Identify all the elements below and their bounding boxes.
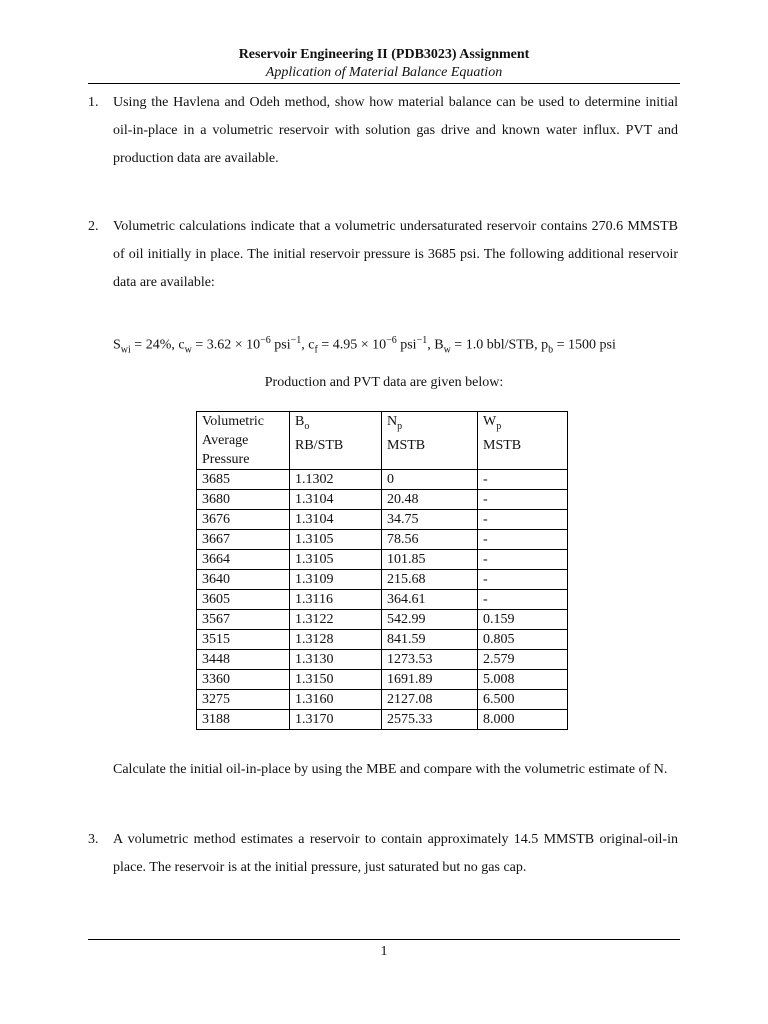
table-row [197,610,568,630]
table-row [197,510,568,530]
cell-bo: 1.3104 [290,510,382,530]
cell-bo: 1.3105 [290,530,382,550]
cell-bo: 1.1302 [290,470,382,490]
cell-pressure: 3667 [197,530,290,550]
question-number: 2. [88,219,99,234]
cell-pressure: 3360 [197,670,290,690]
cell-bo: 1.3170 [290,710,382,730]
table-row [197,670,568,690]
cell-bo: 1.3128 [290,630,382,650]
cell-wp: 0.159 [478,610,568,630]
table-row [197,570,568,590]
cell-np: 2575.33 [382,710,478,730]
cell-np: 0 [382,470,478,490]
document-subtitle: Application of Material Balance Equation [265,65,503,80]
question-text: A volumetric method estimates a reservoir to contain approximately 14.5 MMSTB original-oil-in place. The reservoir is at the initial pressure, just saturated but no gas cap. [113,832,678,875]
cell-pressure: 3567 [197,610,290,630]
cell-bo: 1.3150 [290,670,382,690]
reservoir-data-equation: $S_{wi} = 24\%$, $c_w = 3.62 \times 10^{-6}$ psi$^{-1}$, $c_f = 4.95 \times 10^{-6}$ psi$^{-1}$, $B_w = 1.0$ bbl/STB, $p_b = 1500$ psi [113,335,616,356]
cell-np: 2127.08 [382,690,478,710]
cell-np: 215.68 [382,570,478,590]
cell-wp: 2.579 [478,650,568,670]
question-number: 1. [88,95,99,110]
question-number: 3. [88,832,99,847]
cell-bo: 1.3109 [290,570,382,590]
cell-wp: - [478,550,568,570]
cell-bo: 1.3104 [290,490,382,510]
table-row [197,690,568,710]
closing-text: Calculate the initial oil-in-place by using the MBE and compare with the volumetric estimate of N. [113,762,668,777]
cell-wp: - [478,510,568,530]
table-caption: Production and PVT data are given below: [264,375,504,390]
table-row [197,590,568,610]
header-pressure: Volumetric Average Pressure [197,412,290,470]
cell-pressure: 3664 [197,550,290,570]
page-number: 1 [380,944,388,959]
cell-wp: 6.500 [478,690,568,710]
table-row [197,650,568,670]
cell-pressure: 3188 [197,710,290,730]
cell-pressure: 3448 [197,650,290,670]
cell-wp: - [478,590,568,610]
table-row [197,490,568,510]
table-header-row [197,412,568,470]
question-text: Using the Havlena and Odeh method, show how material balance can be used to determine initial oil-in-place in a volumetric reservoir with solution gas drive and known water influx. PVT and production data are available. [113,95,678,166]
document-header [0,45,768,82]
cell-np: 20.48 [382,490,478,510]
cell-wp: - [478,470,568,490]
cell-np: 542.99 [382,610,478,630]
cell-np: 1273.53 [382,650,478,670]
question-text: Volumetric calculations indicate that a volumetric undersaturated reservoir contains 270.6 MMSTB of oil initially in place. The initial reservoir pressure is 3685 psi. The following additional reservoir data are available: [113,219,678,290]
cell-wp: 0.805 [478,630,568,650]
cell-np: 364.61 [382,590,478,610]
cell-wp: 5.008 [478,670,568,690]
table-row [197,710,568,730]
cell-np: 1691.89 [382,670,478,690]
cell-pressure: 3605 [197,590,290,610]
cell-np: 34.75 [382,510,478,530]
header-np: $N_p$ MSTB [382,412,478,470]
cell-wp: - [478,530,568,550]
table-row [197,550,568,570]
cell-pressure: 3685 [197,470,290,490]
header-bo: $B_o$ RB/STB [290,412,382,470]
cell-pressure: 3275 [197,690,290,710]
production-pvt-table [196,411,568,730]
cell-pressure: 3515 [197,630,290,650]
cell-bo: 1.3122 [290,610,382,630]
cell-pressure: 3640 [197,570,290,590]
cell-wp: - [478,490,568,510]
cell-pressure: 3676 [197,510,290,530]
table-row [197,530,568,550]
document-title: Reservoir Engineering II (PDB3023) Assignment [238,47,530,62]
cell-bo: 1.3130 [290,650,382,670]
table-row [197,630,568,650]
table-row [197,470,568,490]
cell-np: 101.85 [382,550,478,570]
cell-bo: 1.3105 [290,550,382,570]
footer-rule [88,939,680,940]
header-rule [88,83,680,84]
cell-np: 841.59 [382,630,478,650]
cell-pressure: 3680 [197,490,290,510]
cell-bo: 1.3116 [290,590,382,610]
cell-bo: 1.3160 [290,690,382,710]
cell-np: 78.56 [382,530,478,550]
cell-wp: - [478,570,568,590]
cell-wp: 8.000 [478,710,568,730]
header-wp: $W_p$ MSTB [478,412,568,470]
